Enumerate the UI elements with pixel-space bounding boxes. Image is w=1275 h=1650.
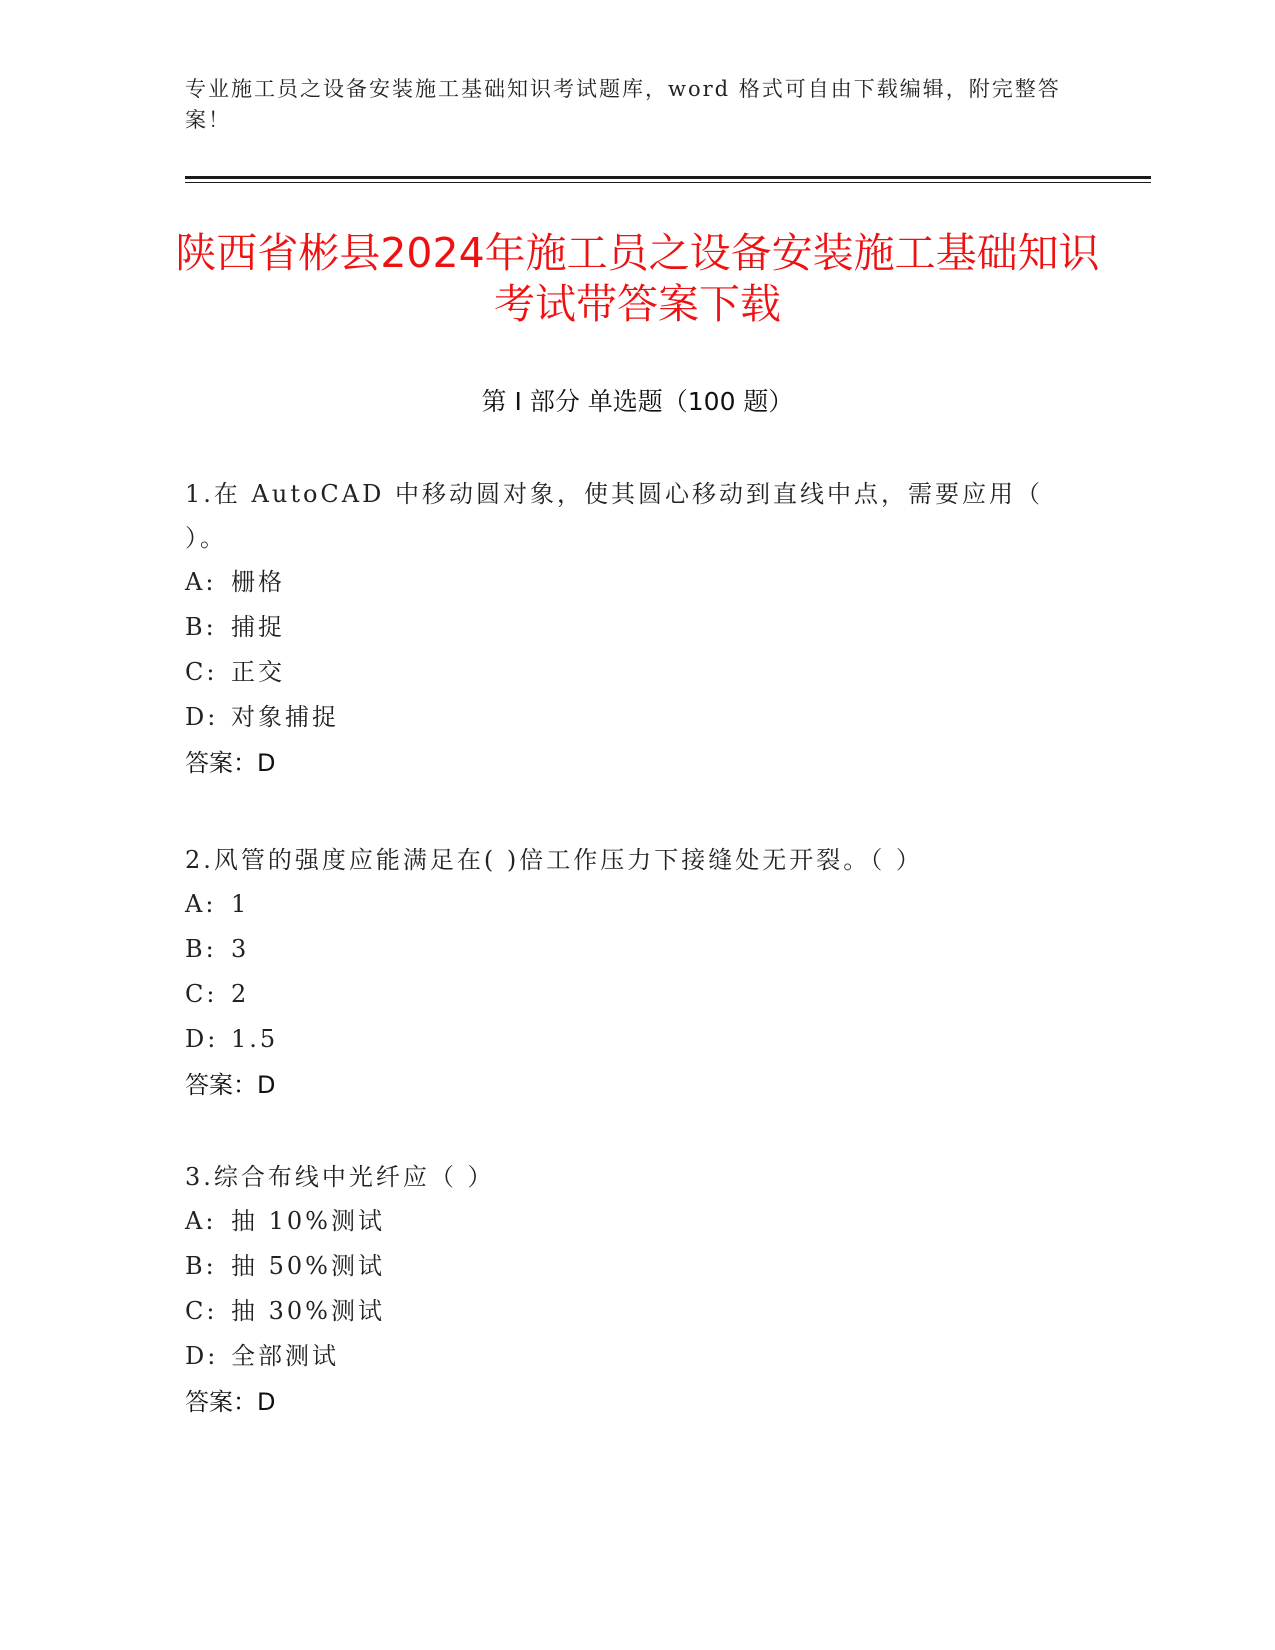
section-title: 第 I 部分 单选题（100 题） <box>481 387 794 416</box>
option-text: 全部测试 <box>231 1342 339 1370</box>
answer-line: 答案：D <box>185 1071 276 1099</box>
option-c <box>185 972 1085 1017</box>
option-c <box>185 1289 1085 1334</box>
option-key: C: <box>185 1297 218 1325</box>
option-d <box>185 695 1085 740</box>
option-text: 抽 30%测试 <box>231 1297 385 1325</box>
question-3 <box>185 1155 1085 1425</box>
option-text: 捕捉 <box>231 613 285 641</box>
option-d <box>185 1334 1085 1379</box>
option-key: C: <box>185 658 218 686</box>
question-stem: 3.综合布线中光纤应（ ） <box>185 1163 495 1191</box>
question-1 <box>185 472 1085 786</box>
option-key: A: <box>185 568 217 596</box>
option-c <box>185 650 1085 695</box>
option-key: C: <box>185 980 218 1008</box>
question-stem: 2.风管的强度应能满足在( )倍工作压力下接缝处无开裂。（ ） <box>185 846 923 874</box>
option-key: B: <box>185 1252 217 1280</box>
option-text: 3 <box>231 935 250 963</box>
option-d <box>185 1017 1085 1062</box>
answer-line: 答案：D <box>185 1388 276 1416</box>
option-b <box>185 605 1085 650</box>
header-note: 专业施工员之设备安装施工基础知识考试题库，word 格式可自由下载编辑，附完整答案！ <box>185 77 1061 132</box>
option-key: D: <box>185 703 219 731</box>
header-rule-thin <box>185 182 1151 183</box>
option-key: A: <box>185 890 217 918</box>
question-stem: 1.在 AutoCAD 中移动圆对象，使其圆心移动到直线中点，需要应用（ ）。 <box>185 480 1043 552</box>
option-a <box>185 560 1085 605</box>
option-key: D: <box>185 1342 219 1370</box>
option-text: 栅格 <box>231 568 285 596</box>
answer-line: 答案：D <box>185 749 276 777</box>
option-key: D: <box>185 1025 219 1053</box>
option-key: A: <box>185 1207 217 1235</box>
option-text: 1 <box>231 890 250 918</box>
option-key: B: <box>185 613 217 641</box>
option-text: 1.5 <box>231 1025 279 1053</box>
option-b <box>185 1244 1085 1289</box>
option-text: 抽 50%测试 <box>231 1252 385 1280</box>
question-2 <box>185 838 1085 1108</box>
option-text: 2 <box>231 980 250 1008</box>
option-b <box>185 927 1085 972</box>
header-rule-thick <box>185 176 1151 179</box>
option-a <box>185 882 1085 927</box>
option-a <box>185 1199 1085 1244</box>
option-text: 抽 10%测试 <box>231 1207 385 1235</box>
option-key: B: <box>185 935 217 963</box>
document-title: 陕西省彬县2024年施工员之设备安装施工基础知识考试带答案下载 <box>175 229 1100 328</box>
option-text: 正交 <box>231 658 285 686</box>
option-text: 对象捕捉 <box>231 703 339 731</box>
